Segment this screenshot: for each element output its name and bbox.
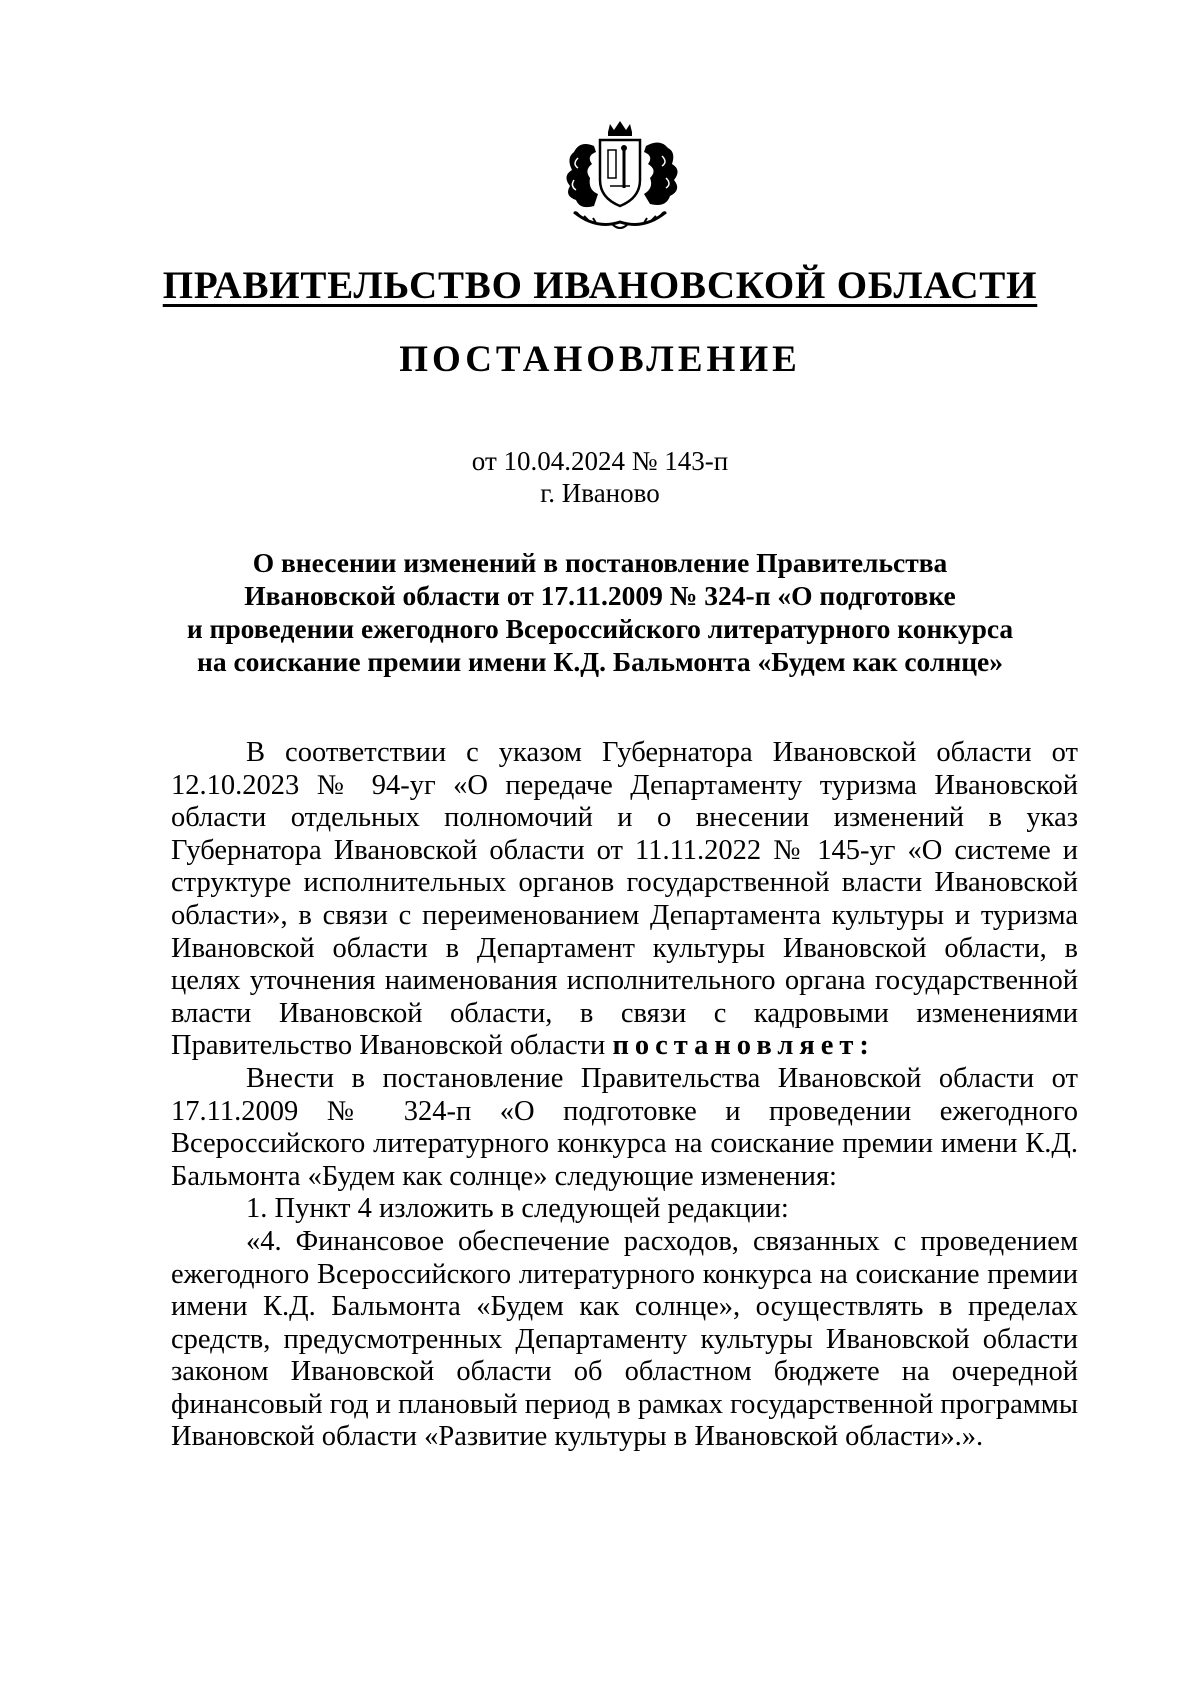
government-title-text: ПРАВИТЕЛЬСТВО ИВАНОВСКОЙ ОБЛАСТИ: [162, 264, 1038, 307]
government-title: [0, 262, 1200, 310]
amendment-intro-paragraph: Внести в постановление Правительства Ивановской области от 17.11.2009 № 324-п «О подготовке и проведении ежегодного Всероссийского литературного конкурса на соискание премии имени К.Д. Бальмонта «Будем как солнце» следующие изменения:: [171, 1062, 1078, 1192]
document-type: ПОСТАНОВЛЕНИЕ: [399, 339, 801, 380]
subject-line: и проведении ежегодного Всероссийского литературного конкурса: [186, 613, 1014, 644]
subject-line: Ивановской области от 17.11.2009 № 324-п «О подготовке: [244, 580, 956, 611]
document-body: [171, 737, 1078, 1454]
preamble-text: В соответствии с указом Губернатора Ивановской области от 12.10.2023 № 94-уг «О передаче Департаменту туризма Ивановской области отдельных полномочий и о внесении изменений в указ Губернатора Ивановской области от 11.11.2022 № 145-уг «О системе и структуре исполнительных органов государственной власти Ивановской области», в связи с переименованием Департамента культуры и туризма Ивановской области в Департамент культуры Ивановской области, в целях уточнения наименования исполнительного органа государственной власти Ивановской области, в связи с кадровыми изменениями Правительство Ивановской области: [171, 737, 1078, 1062]
coat-of-arms-icon: [550, 118, 690, 238]
subject-line: на соискание премии имени К.Д. Бальмонта «Будем как солнце»: [196, 646, 1004, 677]
document-meta: [0, 445, 1200, 509]
subject-line: О внесении изменений в постановление Правительства: [252, 547, 948, 578]
document-date-number: от 10.04.2024 № 143-п: [471, 446, 729, 476]
preamble-paragraph: [171, 737, 1078, 1063]
document-subject: [150, 546, 1050, 678]
item-1-text-paragraph: «4. Финансовое обеспечение расходов, связанных с проведением ежегодного Всероссийского литературного конкурса на соискание премии имени К.Д. Бальмонта «Будем как солнце», осуществлять в пределах средств, предусмотренных Департаменту культуры Ивановской области законом Ивановской области об областном бюджете на очередной финансовый год и плановый период в рамках государственной программы Ивановской области «Развитие культуры в Ивановской области».».: [171, 1225, 1078, 1453]
document-city: г. Иваново: [540, 478, 660, 508]
resolves-keyword: постановляет:: [612, 1030, 875, 1062]
item-1-paragraph: 1. Пункт 4 изложить в следующей редакции:: [246, 1193, 789, 1225]
